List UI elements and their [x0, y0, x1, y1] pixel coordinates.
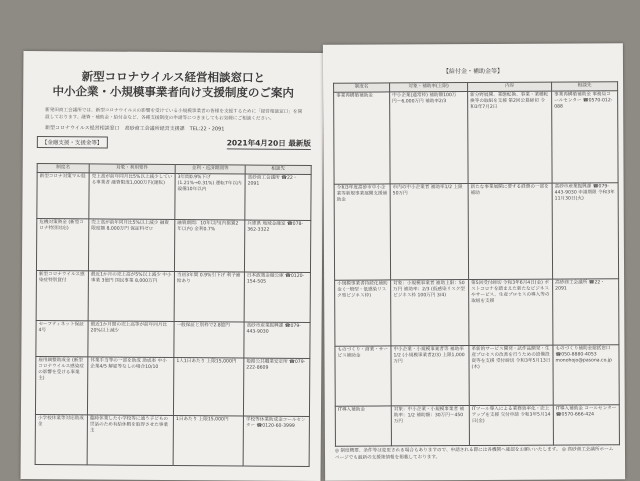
- table-cell: 危機対策資金 (新型コロナ特別対応): [36, 219, 88, 271]
- section-tag: 【金融支援・支援金等】: [37, 136, 108, 148]
- table-cell: 中小企業(通常枠) 補助額100万円〜6,000万円 補助率2/3: [390, 92, 468, 184]
- table-row: [335, 345, 619, 406]
- table-cell: 高砂市産業振興課 ☎079-443-9030: [244, 322, 310, 358]
- table-cell: 売上高が前年同月比5%以上減少している事業者 融資限度1,000万円(運転): [89, 173, 175, 220]
- subsidy-table: [333, 81, 620, 446]
- section-header: 【給付金・補助金等】: [442, 67, 504, 76]
- table-cell: 最近1か月の売上高が5%以上減少 中小事業 3億円 国民事業 8,000万円: [88, 271, 174, 322]
- intro-paragraph: 新発田商工会議所では、新型コロナウイルスの影響を受けている小規模事業者の皆様を支援するために「経営相談窓口」を開設しております。融資・補助金・給付金など、各種支援制度の申請等につきましてもお気軽にご相談ください。: [45, 108, 303, 122]
- table-row: [335, 279, 619, 346]
- table-row: [334, 91, 618, 184]
- table-cell: 令和3年度高砂市中小企業等新規事業展開支援補助金: [334, 184, 391, 280]
- table-cell: 市内の中小企業者 補助率1/2 上限50万円: [390, 184, 469, 280]
- table-cell: 3年間0.9%下げ (1.21%→0.31%) 運転7年以内 設備10年以内: [175, 174, 245, 220]
- right-document-page: [323, 43, 625, 481]
- left-document-page: [21, 51, 324, 481]
- table-cell: 中小企業・小規模事業者等 補助率1/2 (小規模事業者2/3) 上限1,000万円: [391, 346, 469, 406]
- section-banner: [37, 136, 311, 150]
- table-cell: ものづくり・商業・サービス補助金: [335, 346, 391, 406]
- edition-date: 2021年4月20日 最新版: [226, 138, 311, 148]
- table-row: [37, 173, 311, 221]
- table-cell: 小学校休業等対応助成金: [35, 415, 87, 465]
- header-cell: 内容: [468, 82, 552, 91]
- table-cell: IT導入補助金: [335, 406, 391, 446]
- table-cell: 学校等休業助成金コールセンター ☎0120-60-3999: [243, 416, 309, 466]
- table-cell: 雇用調整助成金 (新型コロナウイルス感染症の影響を受ける事業主): [35, 357, 87, 415]
- table-cell: 臨時休業した小学校等に通う子どもの世話のため有給休暇を取得させた事業主: [87, 415, 173, 466]
- table-row: [334, 183, 618, 280]
- table-cell: 高砂商工会議所 ☎22・2091: [553, 279, 619, 345]
- footnote: ◎ 制度概要、条件等は変更される場合もありますので、申請される際には各機関へ確認をお願いいたします。 ◎ 高砂商工会議所ホームページでも最新の支援策情報を掲載しております。: [334, 447, 614, 461]
- table-row: [35, 415, 309, 467]
- table-cell: 事業再構築補助金: [334, 92, 390, 184]
- table-cell: 事業再構築補助金 事務局コールセンター ☎0570-012-088: [552, 91, 618, 183]
- table-cell: 小規模事業者持続化補助金 (一般型・低感染リスク型ビジネス枠): [335, 280, 391, 346]
- header-cell: 制度名: [334, 83, 390, 92]
- title-line-1: 新型コロナウイルス経営相談窓口と: [81, 69, 266, 85]
- table-cell: 第5回受付締切 令和3年6月4日(金) ポストコロナを踏まえた新たなビジネスやサービス、生産プロセスの導入等の取組を支援: [469, 279, 553, 345]
- table-cell: ものづくり補助金総括窓口 ☎050-8880-4053 monohojo@pasona.co.jp: [553, 345, 619, 405]
- table-cell: 新型コロナウイルス感染症特別貸付: [36, 271, 88, 321]
- header-cell: 金利・返済期間等: [175, 165, 245, 174]
- table-cell: 高砂商工会議所 ☎22・2091: [245, 174, 311, 220]
- table-cell: 高砂市産業振興課 ☎079-443-9030 申請期限 令和3年11月30日(火): [552, 183, 619, 279]
- table-cell: 兵庫県 地域金融室 ☎078-362-3322: [244, 220, 310, 272]
- table-cell: 最近1か月間の売上高等が前年同月比20%以上減少: [88, 321, 174, 358]
- financing-table: [35, 163, 312, 467]
- contact-line: 新型コロナウイルス経営相談窓口 高砂商工会議所経営支援課 TEL:22・2091: [44, 125, 225, 133]
- header-cell: 相談先: [245, 165, 311, 174]
- table-cell: 新型コロナ対策マル経: [37, 173, 89, 219]
- table-row: [36, 219, 310, 273]
- table-cell: 新たな事業展開に要する経費の一部を補助: [468, 183, 553, 279]
- table-row: [335, 405, 619, 446]
- table-row: [36, 321, 310, 359]
- table-cell: 革新的サービス開発・試作品開発・生産プロセスの改善を行うための設備投資等を支援 受付締切 令和3年5月13日(木): [469, 345, 553, 405]
- table-cell: 一般保証と別枠で2.8億円: [174, 322, 244, 358]
- table-cell: 対象：小規模事業者 補助上限：50万円 補助率：2/3 (低感染リスク型ビジネス枠 100万円 3/4): [391, 280, 469, 346]
- document-title: [23, 69, 323, 101]
- table-cell: 新分野展開、業態転換、事業・業種転換等の取組を支援 第2回公募締切 令和3年7月2日: [468, 91, 552, 183]
- header-cell: 制度名: [37, 164, 89, 173]
- table-cell: セーフティネット保証4号: [36, 321, 88, 357]
- table-cell: 1日あたり 上限15,000円: [173, 416, 243, 466]
- header-cell: 対象・補助率(上限): [390, 83, 468, 92]
- table-cell: ITツール導入による業務効率化・売上アップを支援 交付申請 令和3年5月14日(金): [469, 405, 553, 445]
- table-row: [35, 357, 309, 417]
- header-cell: 相談先: [552, 82, 618, 91]
- header-cell: 対象・利用要件: [89, 164, 175, 174]
- table-cell: 1人1日あたり 上限15,000円: [173, 358, 243, 416]
- table-cell: 融資期間：10年以内(内据置2年以内) 金利0.7%: [174, 220, 244, 272]
- table-cell: 日本政策金融公庫 ☎0120-154-505: [244, 272, 310, 322]
- table-cell: 姫路公共職業安定所 ☎079-222-8609: [243, 358, 309, 416]
- table-cell: 売上高が前年同月比5%以上減少 融資限度額 8,000万円 保証料ゼロ: [88, 219, 174, 272]
- title-line-2: 中小企業・小規模事業者向け支援制度のご案内: [52, 84, 295, 100]
- table-cell: 休業手当等の一部を助成 助成率 中小企業4/5 解雇等なしの場合10/10: [87, 357, 173, 416]
- table-cell: IT導入補助金 コールセンター ☎0570-666-424: [553, 405, 619, 445]
- table-cell: 当初3年間 0.9%引下げ 利子補給あり: [174, 272, 244, 322]
- table-row: [36, 271, 310, 323]
- table-cell: 対象：中小企業・小規模事業者 補助率：1/2 補助額：30万円〜450万円: [391, 406, 469, 446]
